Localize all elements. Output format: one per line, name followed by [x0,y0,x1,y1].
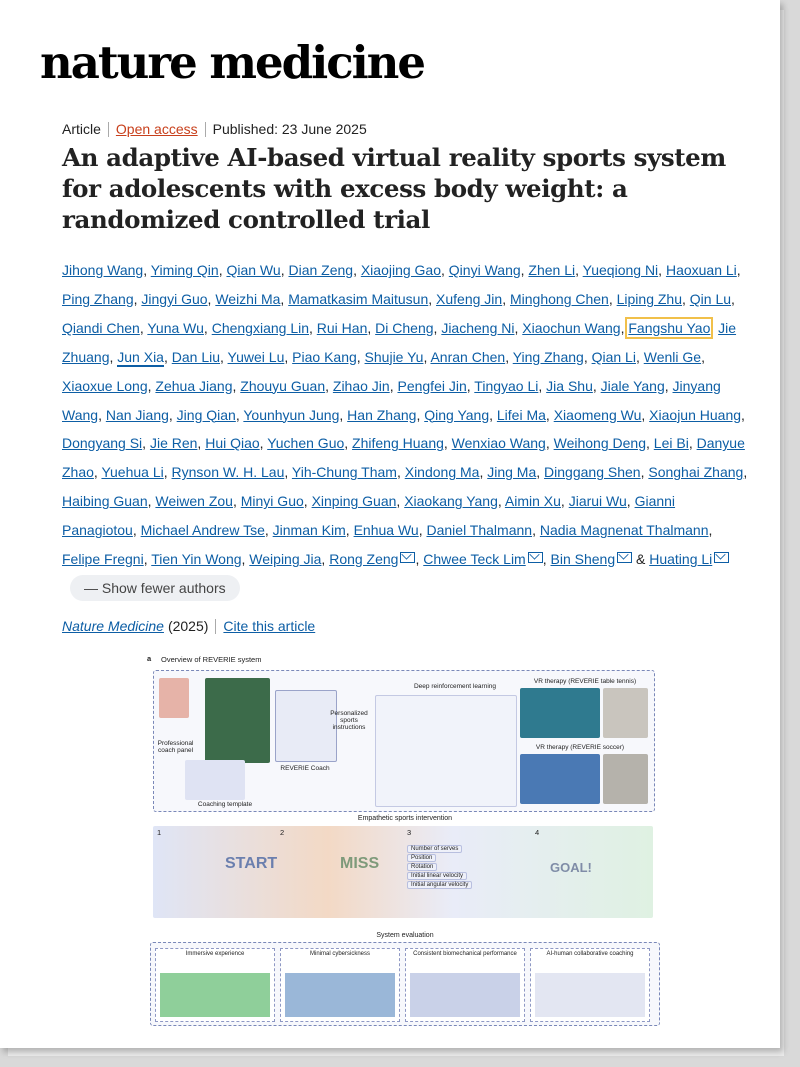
journal-name-link[interactable]: Nature Medicine [62,618,164,634]
author-link[interactable]: Ping Zhang [62,290,134,307]
author-link[interactable]: Michael Andrew Tse [140,522,265,539]
author-link[interactable]: Jihong Wang [62,262,144,278]
step-1: 1 [157,828,162,837]
miss-text: MISS [340,855,380,872]
mail-icon[interactable] [617,552,632,563]
eval-label: AI-human collaborative coaching [546,951,634,957]
author-link[interactable]: Shujie Yu [364,348,424,365]
goal-text: GOAL! [550,860,592,875]
author-link[interactable]: Jun Xia [117,348,164,365]
author-link[interactable]: Dinggang Shen [544,464,641,481]
author-link[interactable]: Qing Yang [424,406,490,423]
vr-table-tennis-label: VR therapy (REVERIE table tennis) [533,678,637,685]
author-link[interactable]: Xiaojing Gao [360,262,442,278]
step-3: 3 [407,828,412,837]
author-link[interactable]: Xiaomeng Wu [553,406,642,423]
author-link[interactable]: Ying Zhang [512,348,584,365]
author-link[interactable]: Younhyun Jung [243,406,340,423]
author-link[interactable]: Qiandi Chen [62,319,140,336]
system-eval-label: System evaluation [376,932,434,939]
author-link[interactable]: Yueqiong Ni [582,262,659,278]
author-link[interactable]: Di Cheng [375,319,434,336]
coach-panel-label: Professional coach panel [157,740,194,754]
author-link[interactable]: Rong Zeng [329,551,399,568]
author-link[interactable]: Danyue Zhao [62,435,745,481]
serve-param: Number of serves [407,845,462,853]
vr-soccer-label: VR therapy (REVERIE soccer) [535,744,625,751]
author-link[interactable]: Weiping Jia [249,551,322,568]
author-link[interactable]: Dongyang Si [62,435,143,452]
show-fewer-label: Show fewer authors [101,579,226,596]
eval-panel [530,948,650,1022]
journal-logo: nature medicine [40,36,425,89]
author-link[interactable]: Xiaochun Wang [522,319,621,336]
article-meta [62,121,367,137]
author-link[interactable]: Bin Sheng [550,551,616,568]
divider [108,122,109,137]
figure-overview [145,650,665,1030]
cite-article-link[interactable]: Cite this article [223,618,316,634]
author-link[interactable]: Jia Shu [546,377,593,394]
serve-param: Initial linear velocity [407,872,467,880]
author-link[interactable]: Yiming Qin [150,262,219,278]
eval-label: Consistent biomechanical performance [413,951,517,957]
author-link[interactable]: Xiaokang Yang [404,493,498,510]
eval-image [160,973,270,1017]
author-link[interactable]: Rynson W. H. Lau [171,464,285,481]
author-link[interactable]: Yuchen Guo [267,435,345,452]
author-link[interactable]: Anran Chen [430,348,506,365]
author-link[interactable]: Nan Jiang [105,406,169,423]
panel-title: Overview of REVERIE system [161,655,262,664]
author-link[interactable]: Lifei Ma [496,406,546,423]
author-link[interactable]: Zehua Jiang [155,377,233,394]
author-link[interactable]: Weihong Deng [553,435,646,452]
serve-param: Rotation [407,863,437,871]
author-link[interactable]: Haoxuan Li [665,262,737,278]
published-date: Published: 23 June 2025 [212,121,367,137]
eval-image [535,973,645,1017]
author-link[interactable]: Jiale Yang [600,377,665,394]
mail-icon[interactable] [714,552,729,563]
eval-image [285,973,395,1017]
author-link[interactable]: Haibing Guan [62,493,148,510]
start-text: START [225,855,278,872]
soccer-player-photo [603,754,648,804]
author-link[interactable]: Enhua Wu [353,522,419,539]
author-link[interactable]: Han Zhang [347,406,417,423]
player-image [375,695,517,807]
author-link[interactable]: Mamatkasim Maitusun [288,290,429,307]
article-title: An adaptive AI-based virtual reality sports system for adolescents with excess body weight: a randomized controlled trial [62,143,726,234]
author-link[interactable]: Qian Li [591,348,636,365]
divider [205,122,206,137]
eval-label: Immersive experience [185,951,245,957]
author-link[interactable]: Jingyi Guo [141,290,208,307]
empathetic-label: Empathetic sports intervention [357,815,453,822]
mail-icon[interactable] [400,552,415,563]
soccer-image [520,754,600,804]
author-link[interactable]: Yuna Wu [147,319,204,336]
author-link[interactable]: Dian Zeng [288,262,354,278]
reverie-coach-label: REVERIE Coach [280,765,330,772]
author-link[interactable]: Jinyang Wang [62,377,721,423]
author-link[interactable]: Hui Qiao [205,435,260,452]
author-link[interactable]: Fangshu Yao [628,319,711,336]
eval-image [410,973,520,1017]
table-tennis-image [520,688,600,738]
step-4: 4 [535,828,540,837]
journal-citation [62,618,315,634]
serve-param: Position [407,854,436,862]
author-link[interactable]: Weiwen Zou [155,493,233,510]
author-link[interactable]: Jing Qian [176,406,236,423]
author-link[interactable]: Daniel Thalmann [426,522,533,539]
minus-icon: — [84,579,102,596]
author-link[interactable]: Qinyi Wang [448,262,521,278]
coaching-template-label: Coaching template [197,801,253,808]
author-link[interactable]: Jing Ma [487,464,537,481]
author-link[interactable]: Jinman Kim [272,522,346,539]
author-link[interactable]: Jiacheng Ni [441,319,515,336]
author-link[interactable]: Xufeng Jin [436,290,503,307]
author-link[interactable]: Tien Yin Wong [151,551,242,568]
personalized-label: Personalized sports instructions [330,710,368,731]
author-link[interactable]: Piao Kang [292,348,357,365]
author-list: Jihong Wang, Yiming Qin, Qian Wu, Dian Zeng, Xiaojing Gao, Qinyi Wang, Zhen Li, Yueqiong Ni, Haoxuan Li, Ping Zhang, Jingyi Guo, Weizhi Ma, Mamatkasim Maitusun, Xufeng Jin, Minghong Chen, Liping Zhu, Qin Lu, Qiandi Chen, Yuna Wu, Chengxiang Lin, Rui Han, Di Cheng, Jiacheng Ni, Xiaochun Wang, Fangshu Yao, Jie Zhuang, Jun Xia, Dan Liu, Yuwei Lu, Piao Kang, Shujie Yu, Anran Chen, Ying Zhang, Qian Li, Wenli Ge, Xiaoxue Long, Zehua Jiang, Zhouyu Guan, Zihao Jin, Pengfei Jin, Tingyao Li, Jia Shu, Jiale Yang, Jinyang Wang, Nan Jiang, Jing Qian, Younhyun Jung, Han Zhang, Qing Yang, Lifei Ma, Xiaomeng Wu, Xiaojun Huang, Dongyang Si, Jie Ren, Hui Qiao, Yuchen Guo, Zhifeng Huang, Wenxiao Wang, Weihong Deng, Lei Bi, Danyue Zhao, Yuehua Li, Rynson W. H. Lau, Yih-Chung Tham, Xindong Ma, Jing Ma, Dinggang Shen, Songhai Zhang, Haibing Guan, Weiwen Zou, Minyi Guo, Xinping Guan, Xiaokang Yang, Aimin Xu, Jiarui Wu, Gianni Panagiotou, Michael Andrew Tse, Jinman Kim, Enhua Wu, Daniel Thalmann, Nadia Magnenat Thalmann, Felipe Fregni, Tien Yin Wong, Weiping Jia, Rong Zeng , Chwee Teck Lim , Bin Sheng & Huating Li— Show fewer authors [62,256,752,603]
mail-icon[interactable] [528,552,543,563]
author-link[interactable]: Jie Ren [149,435,198,452]
divider [215,619,216,634]
author-link[interactable]: Weizhi Ma [215,290,281,307]
author-link[interactable]: Xinping Guan [311,493,397,510]
author-link[interactable]: Xiaoxue Long [62,377,148,394]
author-link[interactable]: Liping Zhu [616,290,683,307]
author-link[interactable]: Songhai Zhang [648,464,744,481]
author-link[interactable]: Aimin Xu [504,493,561,510]
author-link[interactable]: Nadia Magnenat Thalmann [539,522,709,539]
author-link[interactable]: Gianni Panagiotou [62,493,676,539]
show-fewer-authors-button[interactable] [70,575,240,601]
open-access-link[interactable]: Open access [115,121,198,137]
eval-panel [280,948,400,1022]
journal-year: (2025) [167,618,209,634]
panel-label: a [147,654,152,663]
serve-param: Initial angular velocity [407,881,472,889]
author-link[interactable]: Wenxiao Wang [451,435,546,452]
author-link[interactable]: Qian Wu [226,262,281,278]
author-link[interactable]: Dan Liu [171,348,221,365]
author-link[interactable]: Jiarui Wu [568,493,627,510]
author-link[interactable]: Pengfei Jin [397,377,467,394]
robot-icon [185,760,245,800]
tt-player-photo [603,688,648,738]
author-link[interactable]: Zihao Jin [332,377,390,394]
author-link[interactable]: Qin Lu [689,290,732,307]
author-link[interactable]: Tingyao Li [474,377,539,394]
author-link[interactable]: Chwee Teck Lim [423,551,526,568]
author-link[interactable]: Minghong Chen [509,290,609,307]
author-link[interactable]: Chengxiang Lin [211,319,309,336]
drl-label: Deep reinforcement learning [413,683,497,690]
eval-panel [405,948,525,1022]
author-link[interactable]: Felipe Fregni [62,551,144,568]
author-link[interactable]: Huating Li [649,551,713,568]
serve-param-list [407,845,487,890]
author-link[interactable]: Yih-Chung Tham [291,464,397,481]
author-link[interactable]: Zhifeng Huang [352,435,444,452]
coach-vr-image [205,678,270,763]
eval-panel [155,948,275,1022]
article-type: Article [62,121,101,137]
eval-label: Minimal cybersickness [309,951,370,957]
author-link[interactable]: Xiaojun Huang [649,406,742,423]
coach-panel-image [159,678,189,718]
author-link[interactable]: Zhouyu Guan [240,377,326,394]
author-link[interactable]: Rui Han [316,319,368,336]
step-2: 2 [280,828,285,837]
author-link[interactable]: Yuwei Lu [227,348,285,365]
author-link[interactable]: Wenli Ge [643,348,702,365]
author-link[interactable]: Yuehua Li [101,464,164,481]
author-link[interactable]: Xindong Ma [404,464,480,481]
author-link[interactable]: Jie Zhuang [62,319,737,365]
author-link[interactable]: Lei Bi [653,435,689,452]
author-link[interactable]: Minyi Guo [240,493,304,510]
author-link[interactable]: Zhen Li [528,262,576,278]
